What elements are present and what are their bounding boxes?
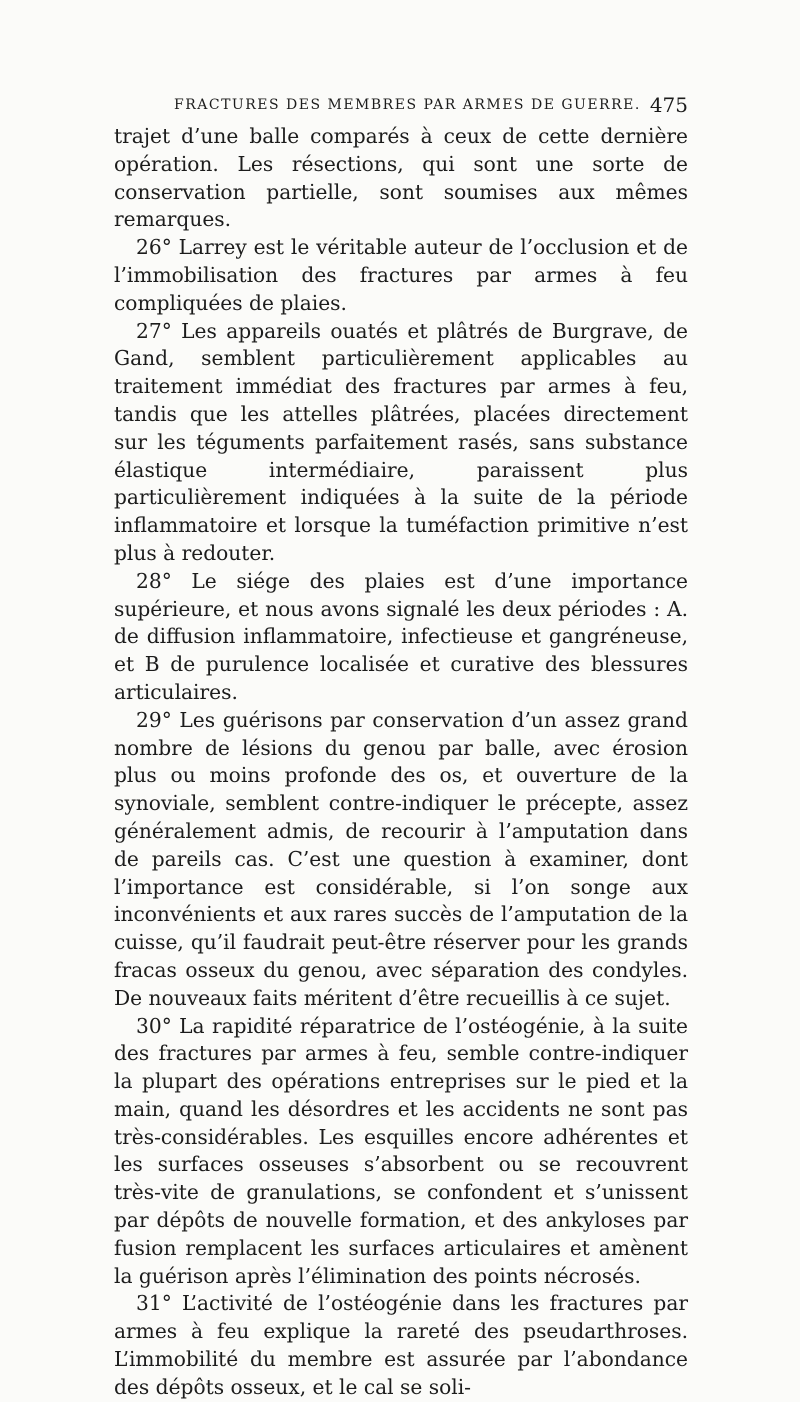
page-number: 475 [649,93,688,117]
paragraph-continuation: trajet d’une balle comparés à ceux de cette dernière opération. Les résections, qui sont une sorte de conservation partielle, sont soumises aux mêmes remarques. [114,124,688,232]
page-header [114,93,688,121]
paragraph-27: 27° Les appareils ouatés et plâtrés de Burgrave, de Gand, semblent particulièrement applicables au traitement immédiat des fractures par armes à feu, tandis que les attelles plâtrées, placées directement sur les téguments parfaitement rasés, sans substance élastique intermédiaire, paraissent plus particulièrement indiquées à la suite de la période inflammatoire et lorsque la tuméfaction primitive n’est plus à redouter. [114,318,688,565]
paragraph-31: 31° L’activité de l’ostéogénie dans les fractures par armes à feu explique la rareté des pseudarthroses. L’immobilité du membre est assurée par l’abondance des dépôts osseux, et le cal se soli- [114,1291,688,1399]
paragraph-28: 28° Le siége des plaies est d’une importance supérieure, et nous avons signalé les deux périodes : A. de diffusion inflammatoire, infectieuse et gangréneuse, et B de purulence localisée et curative des blessures articulaires. [114,568,688,704]
paragraph-29: 29° Les guérisons par conservation d’un assez grand nombre de lésions du genou par balle, avec érosion plus ou moins profonde des os, et ouverture de la synoviale, semblent contre-indiquer le précepte, assez généralement admis, de recourir à l’amputation dans de pareils cas. C’est une question à examiner, dont l’importance est considérable, si l’on songe aux inconvénients et aux rares succès de l’amputation de la cuisse, qu’il faudrait peut-être réserver pour les grands fracas osseux du genou, avec séparation des condyles. De nouveaux faits méritent d’être recueillis à ce sujet. [114,707,688,1010]
body-text [114,123,688,1402]
paragraph-26: 26° Larrey est le véritable auteur de l’occlusion et de l’immobilisation des fractures par armes à feu compliquées de plaies. [114,235,688,315]
paragraph-30: 30° La rapidité réparatrice de l’ostéogénie, à la suite des fractures par armes à feu, semble contre-indiquer la plupart des opérations entreprises sur le pied et la main, quand les désordres et les accidents ne sont pas très-considérables. Les esquilles encore adhérentes et les surfaces osseuses s’absorbent ou se recouvrent très-vite de granulations, se confondent et s’unissent par dépôts de nouvelle formation, et des ankyloses par fusion remplacent les surfaces articulaires et amènent la guérison après l’élimination des points nécrosés. [114,1013,688,1288]
running-title: FRACTURES DES MEMBRES PAR ARMES DE GUERRE. [174,97,641,113]
